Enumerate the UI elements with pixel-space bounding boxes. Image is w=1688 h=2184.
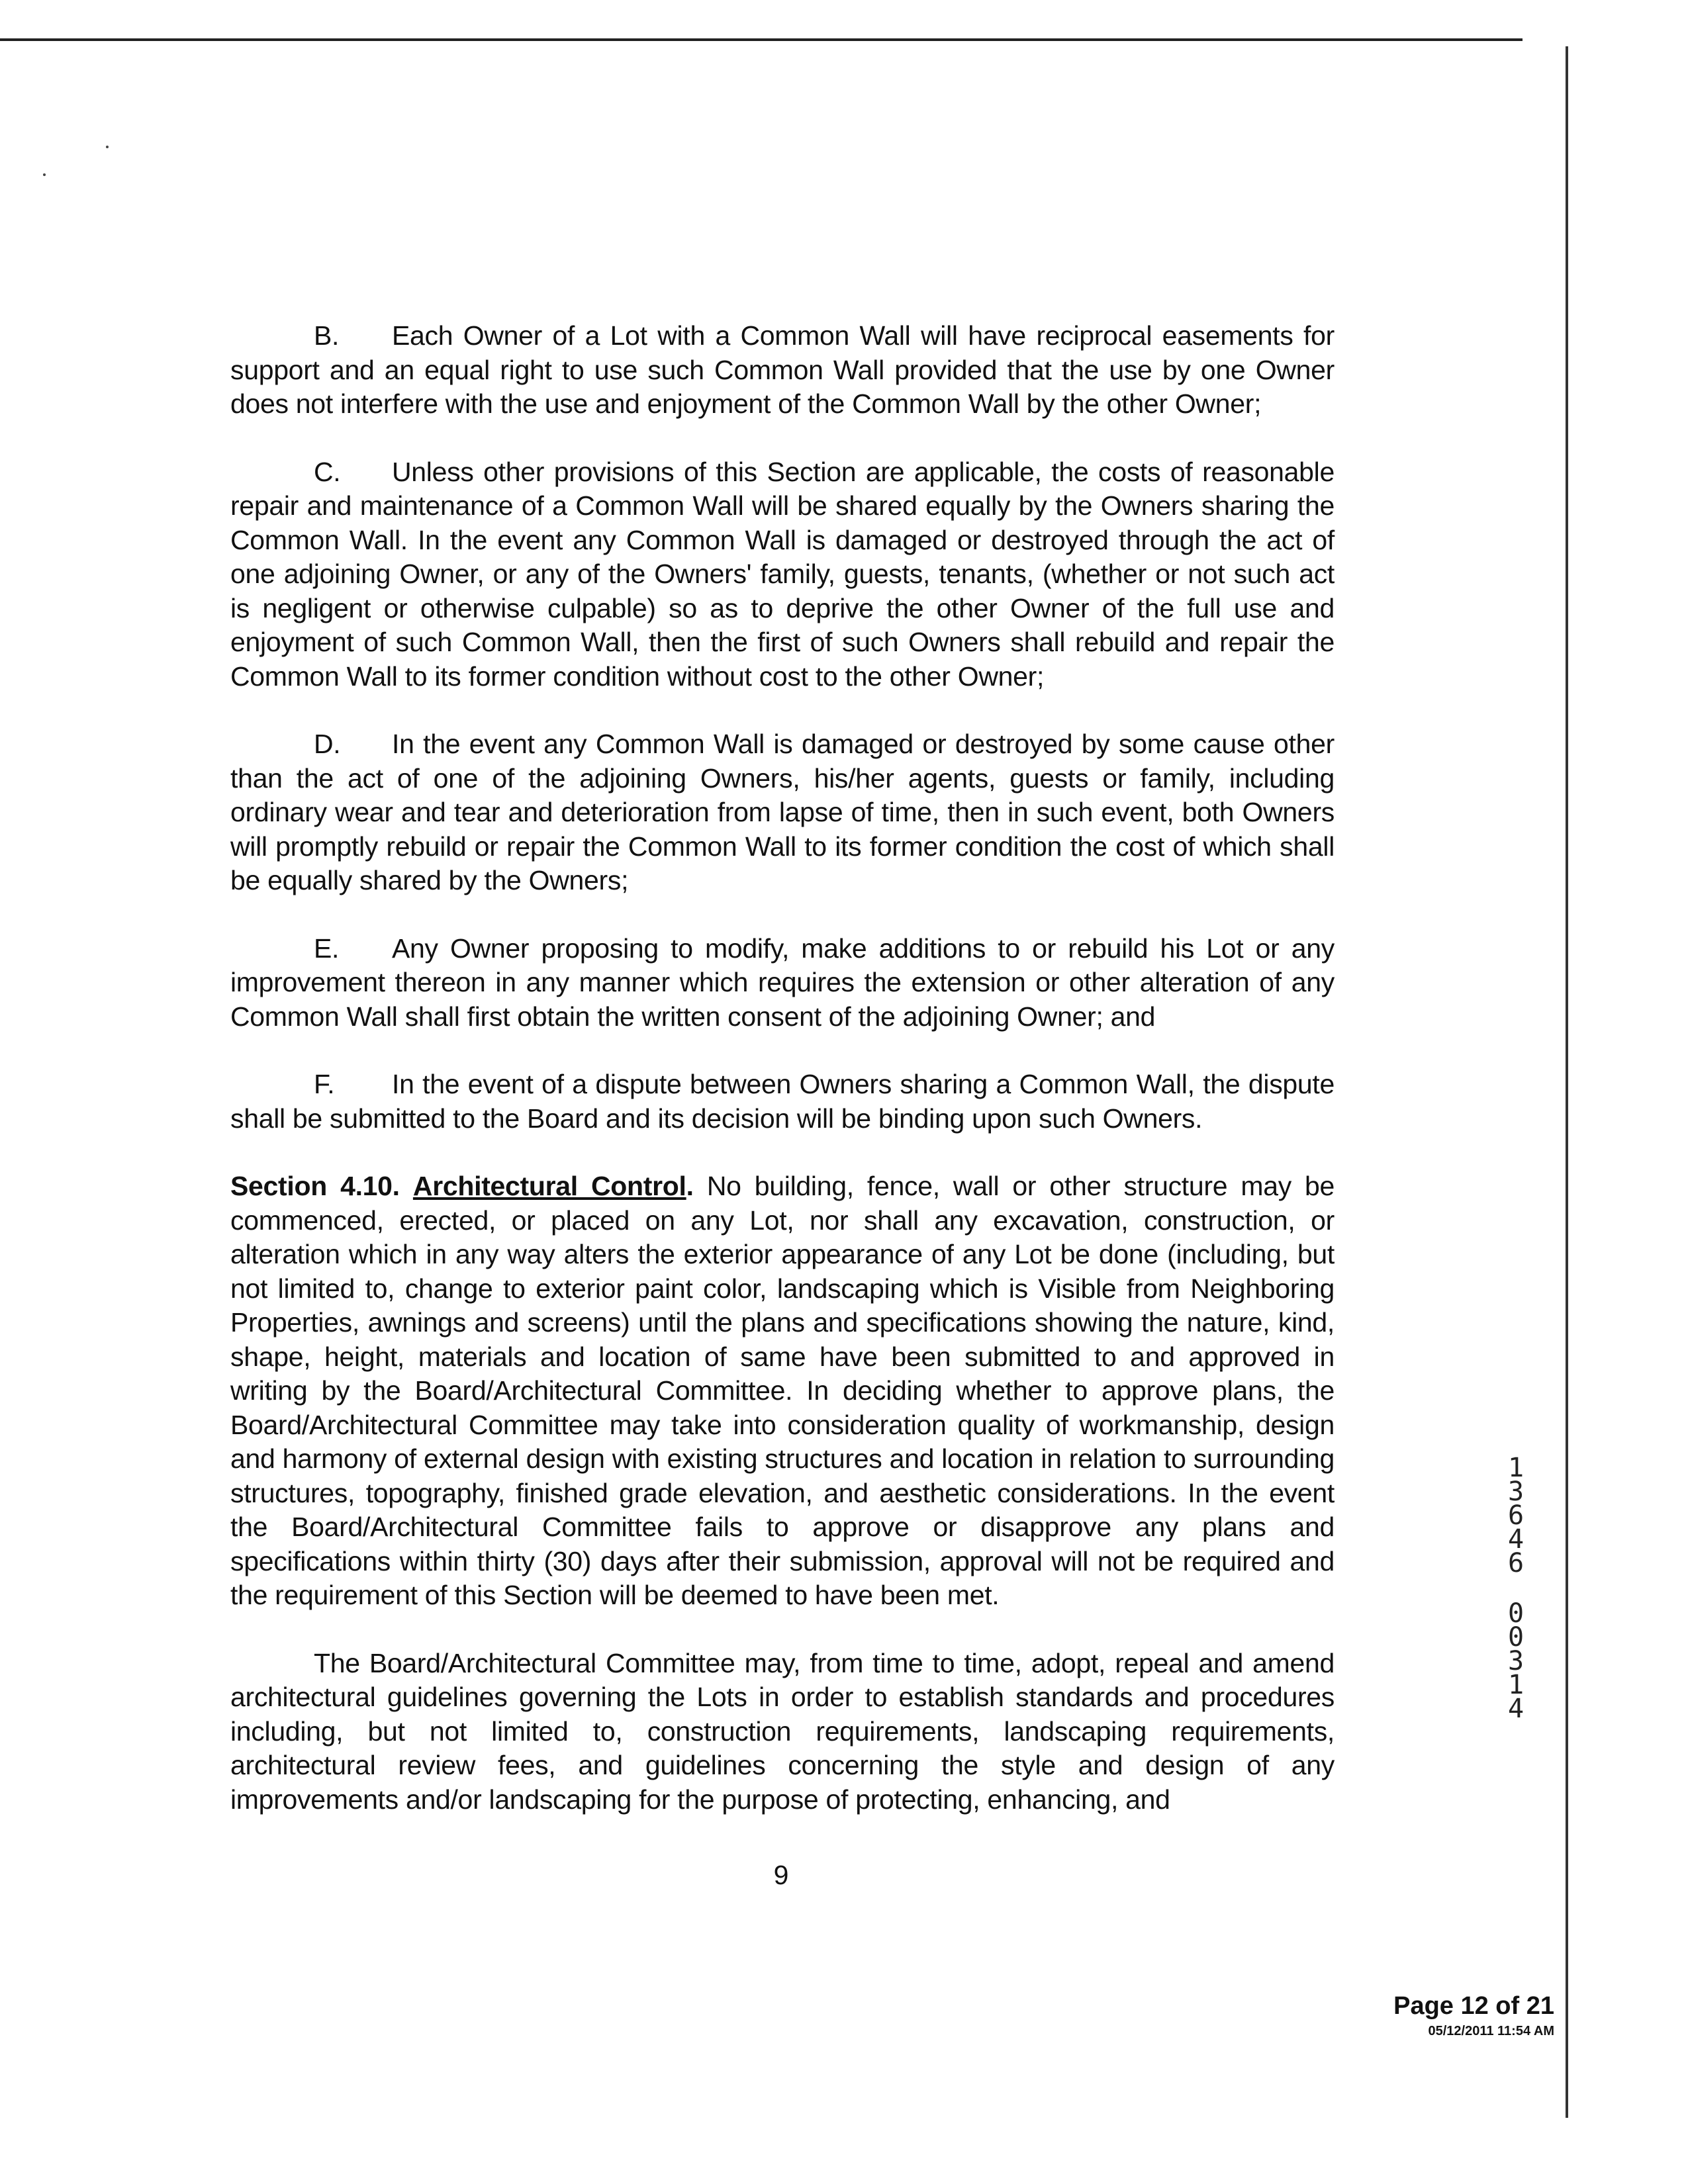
stamp-digit: 4 (1507, 1524, 1524, 1555)
section-title-period: . (686, 1171, 694, 1201)
paragraph-c (230, 455, 1335, 694)
recording-timestamp: 05/12/2011 11:54 AM (1428, 2024, 1554, 2038)
section-4-10 (230, 1169, 1335, 1613)
document-body (230, 319, 1335, 1850)
paragraph-text: In the event any Common Wall is damaged or destroyed by some cause other than the act of one of the adjoining Owners, his/her agents, guests or family, including ordinary wear and tear and deterioration from lapse of time, then in such event, both Owners will promptly rebuild or repair the Common Wall to its former condition the cost of which shall be equally shared by the Owners; (230, 729, 1335, 895)
stamp-digit: 1 (1507, 1670, 1524, 1700)
paragraph-label: F. (314, 1069, 335, 1099)
section-title: Architectural Control (412, 1171, 686, 1201)
paragraph-label: B. (314, 320, 340, 351)
section-number: Section 4.10. (230, 1171, 400, 1201)
top-scan-rule (0, 38, 1523, 41)
scan-speck (43, 173, 46, 176)
paragraph-label: E. (314, 933, 340, 964)
stamp-digit: 6 (1507, 1548, 1524, 1578)
stamp-digit: 3 (1507, 1477, 1524, 1507)
stamp-gap (1503, 1575, 1529, 1602)
paragraph-d (230, 727, 1335, 898)
paragraph-text: Unless other provisions of this Section are applicable, the costs of reasonable repair and maintenance of a Common Wall will be shared equally by the Owners sharing the Common Wall. In the event any Common Wall is damaged or destroyed through the act of one adjoining Owner, or any of the Owners' family, guests, tenants, (whether or not such act is negligent or otherwise culpable) so as to deprive the other Owner of the full use and enjoyment of such Common Wall, then the first of such Owners shall rebuild and repair the Common Wall to its former condition without cost to the other Owner; (230, 456, 1335, 692)
page-number: 9 (773, 1860, 789, 1890)
stamp-digit: 0 (1507, 1622, 1524, 1653)
paragraph-text: In the event of a dispute between Owners sharing a Common Wall, the dispute shall be submitted to the Board and its decision will be binding upon such Owners. (230, 1069, 1335, 1134)
paragraph-f (230, 1068, 1335, 1136)
scan-speck (106, 146, 109, 148)
stamp-digit: 0 (1507, 1598, 1524, 1629)
stamp-digit: 4 (1507, 1694, 1524, 1724)
paragraph-text: Any Owner proposing to modify, make additions to or rebuild his Lot or any improvement thereon in any manner which requires the extension or other alteration of any Common Wall shall first obtain the written consent of the adjoining Owner; and (230, 933, 1335, 1032)
paragraph-label: C. (314, 456, 341, 487)
recording-stamp (1503, 1453, 1529, 1724)
closing-paragraph: The Board/Architectural Committee may, from time to time, adopt, repeal and amend architectural guidelines governing the Lots in order to establish standards and procedures including, but not limited to, construction requirements, landscaping requirements, architectural review fees, and guidelines concerning the style and design of any improvements and/or landscaping for the purpose of protecting, enhancing, and (230, 1647, 1335, 1815)
section-text: No building, fence, wall or other structure may be commenced, erected, or placed on any Lot, nor shall any excavation, construction, or alteration which in any way alters the exterior appearance of any Lot be done (including, but not limited to, change to exterior paint color, landscaping which is Visible from Neighboring Properties, awnings and screens) until the plans and specifications showing the nature, kind, shape, height, materials and location of same have been submitted to and approved in writing by the Board/Architectural Committee. In deciding whether to approve plans, the Board/Architectural Committee may take into consideration quality of workmanship, design and harmony of external design with existing structures and location in relation to surrounding structures, topography, finished grade elevation, and aesthetic considerations. In the event the Board/Architectural Committee fails to approve or disapprove any plans and specifications within thirty (30) days after their submission, approval will not be required and the requirement of this Section will be deemed to have been met. (230, 1171, 1335, 1610)
page-count: Page 12 of 21 (1393, 1992, 1554, 2020)
stamp-digit: 3 (1507, 1646, 1524, 1676)
right-scan-rule (1566, 46, 1568, 2118)
paragraph-text: Each Owner of a Lot with a Common Wall will have reciprocal easements for support and an equal right to use such Common Wall provided that the use by one Owner does not interfere with the use and enjoyment of the Common Wall by the other Owner; (230, 320, 1335, 419)
paragraph-b (230, 319, 1335, 422)
stamp-digit: 6 (1507, 1500, 1524, 1531)
stamp-digit: 1 (1507, 1453, 1524, 1483)
paragraph-e (230, 932, 1335, 1034)
paragraph-label: D. (314, 729, 341, 759)
